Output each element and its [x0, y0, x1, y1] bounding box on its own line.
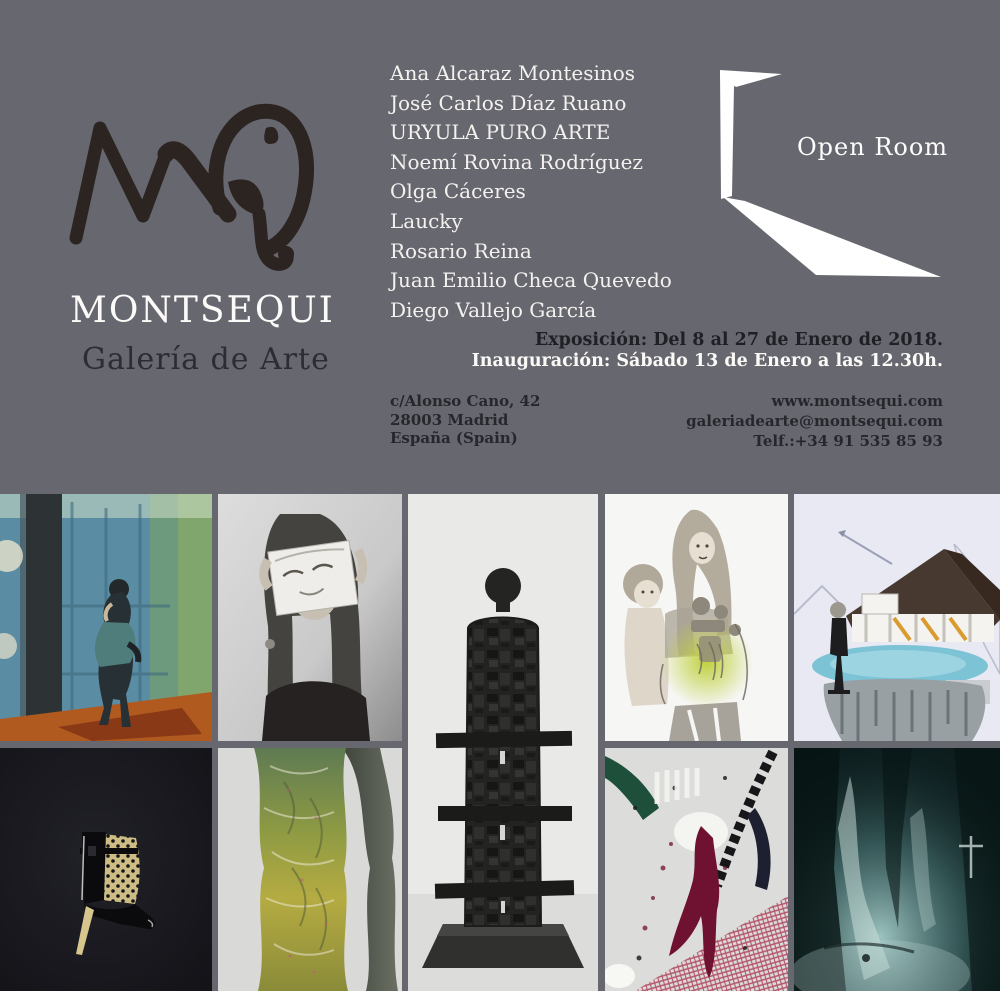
artist-name: Olga Cáceres: [390, 179, 526, 204]
exhibition-dates: Exposición: Del 8 al 27 de Enero de 2018.: [534, 330, 943, 350]
artwork-dark-reflections: [794, 748, 1000, 991]
artist-name: Noemí Rovina Rodríguez: [390, 149, 643, 174]
artwork-paper-mask-portrait: [218, 494, 402, 741]
artwork-woman-by-teal-door: [0, 494, 212, 741]
artwork-mother-and-child-drawing: [605, 494, 788, 741]
artwork-floating-house-painting: [794, 494, 1000, 741]
artist-name: URYULA PURO ARTE: [390, 120, 611, 145]
artwork-green-resin-column: [218, 748, 402, 991]
artist-name: Juan Emilio Checa Quevedo: [390, 268, 672, 293]
exhibition-info: [472, 330, 943, 372]
montsequi-monogram-logo: [62, 102, 318, 280]
opening-info: Inauguración: Sábado 13 de Enero a las 12.30h.: [471, 351, 943, 371]
address-city: 28003 Madrid: [390, 410, 509, 429]
contact-block: [686, 391, 943, 451]
address-block: [390, 392, 540, 448]
artist-name: Laucky: [390, 208, 463, 233]
email-text: galeriadearte@montsequi.com: [686, 412, 943, 430]
event-title: Open Room: [797, 133, 949, 161]
artist-name: Ana Alcaraz Montesinos: [390, 61, 636, 85]
artwork-red-figure-abstract: [605, 748, 788, 991]
artwork-gold-boot-on-black: [0, 748, 212, 991]
brand-tagline: Galería de Arte: [82, 342, 330, 377]
brand-name: MONTSEQUI: [70, 290, 335, 331]
artist-name: Rosario Reina: [390, 238, 532, 263]
artist-name: José Carlos Díaz Ruano: [390, 90, 627, 115]
address-country: España (Spain): [390, 429, 518, 447]
open-door-icon: [712, 66, 947, 278]
phone-text: Telf.:+34 91 535 85 93: [753, 432, 943, 450]
artist-name: Diego Vallejo García: [390, 297, 597, 322]
artist-list: [390, 59, 672, 325]
website-text: www.montsequi.com: [771, 392, 943, 410]
address-street: c/Alonso Cano, 42: [390, 392, 541, 410]
artwork-block-figure-sculpture: [408, 494, 598, 991]
